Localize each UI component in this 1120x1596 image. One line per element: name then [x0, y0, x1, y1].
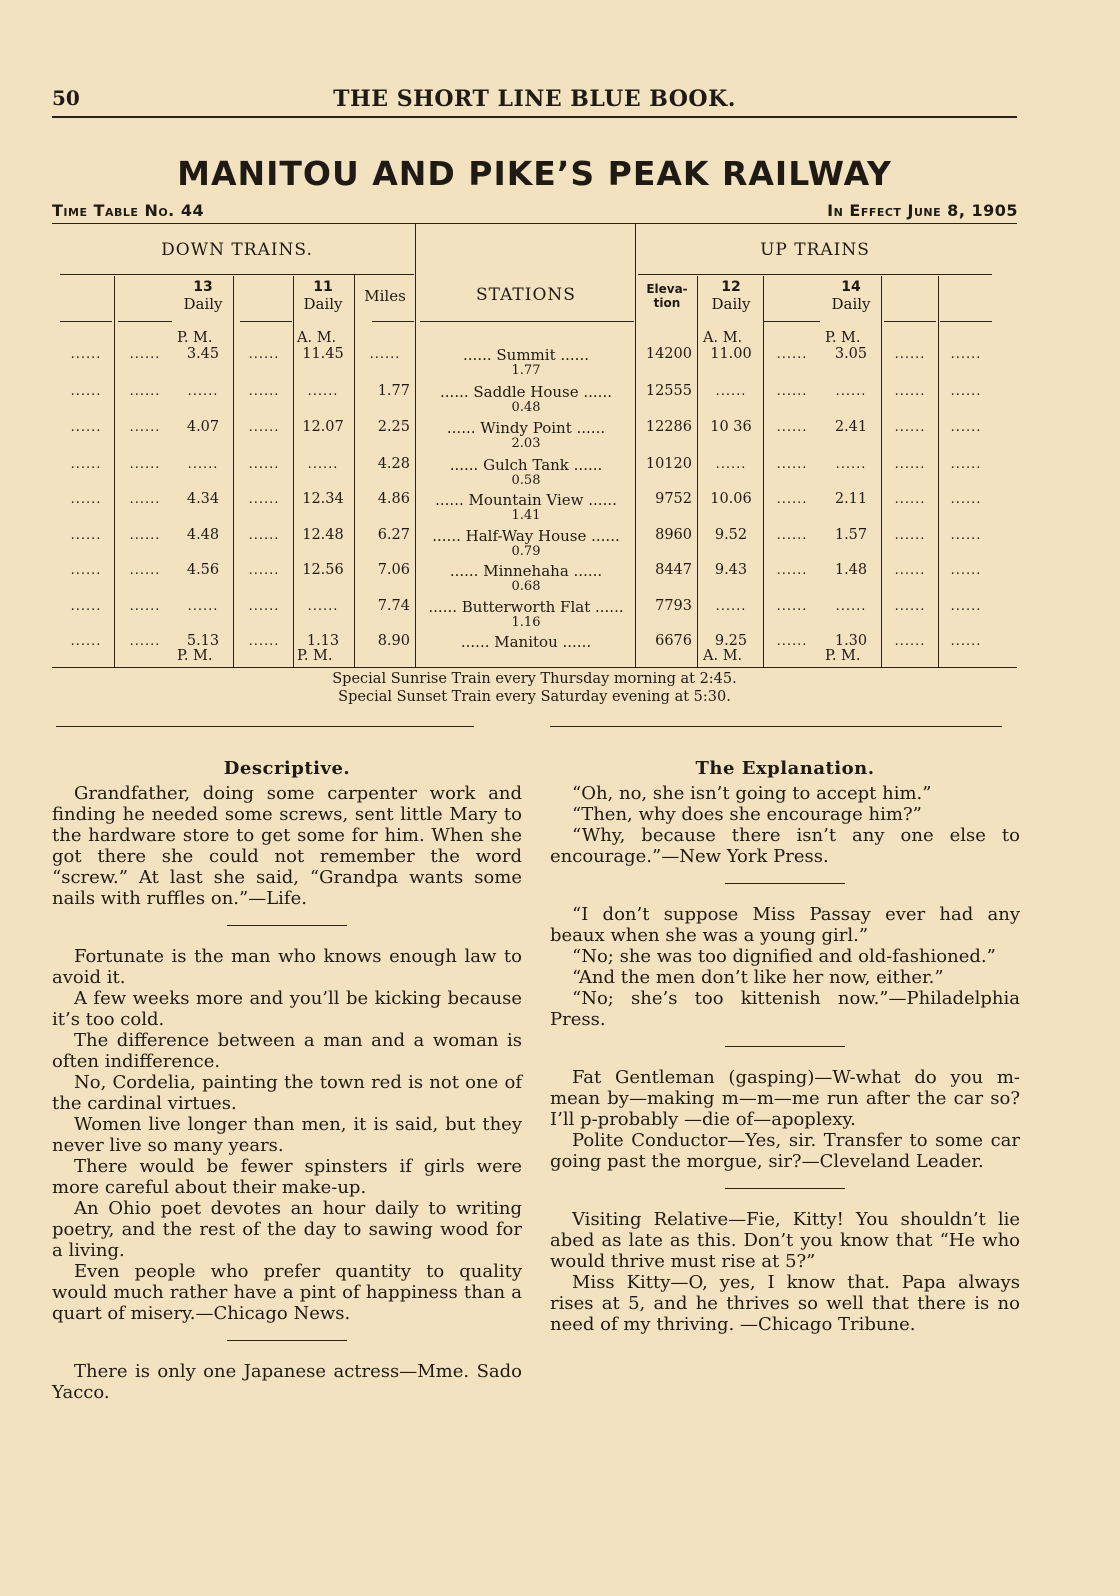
right-column-separator: [725, 1046, 845, 1047]
train-14-header-label: Daily: [831, 295, 871, 313]
left-column-paragraph: Women live longer than men, it is said, but they never live so many years.: [52, 1114, 522, 1156]
special-train-note: Special Sunrise Train every Thursday morning at 2:45.: [332, 671, 737, 687]
right-column-paragraph: “No; she’s too kittenish now.”—Philadelphia Press.: [550, 988, 1020, 1030]
section-distance: 1.77: [511, 363, 541, 378]
cell-elev: 9752: [655, 491, 692, 507]
station-name: ...... Saddle House ......: [440, 383, 612, 401]
leader-dots-d6: ......: [950, 347, 982, 362]
cell-t13: 4.48: [186, 527, 220, 543]
meridiem-top-train11: A. M.: [297, 330, 337, 346]
train-11-header-number: 11: [313, 279, 333, 295]
station-name: ...... Minnehaha ......: [449, 562, 603, 580]
leader-dots-t13: ......: [187, 599, 219, 614]
section-distance: 0.58: [511, 473, 541, 488]
meridiem-top-train13: P. M.: [177, 330, 213, 346]
left-column-paragraph: Grandfather, doing some carpenter work and finding he needed some screws, sent little Mary to the hardware store to get some for him. When she got there she could not remember the word “screw.” At last she said, “Grandpa wants some nails with ruffles on.”—Life.: [52, 783, 522, 909]
left-column: [52, 758, 522, 1403]
page-number: 50: [52, 86, 80, 110]
leader-dots-d5: ......: [894, 384, 926, 399]
left-column-paragraph: A few weeks more and you’ll be kicking because it’s too cold.: [52, 988, 522, 1030]
right-column-paragraph: Visiting Relative—Fie, Kitty! You shouldn’t lie abed as late as this. Don’t you know that “He who would thrive must rise at 5?”: [550, 1209, 1020, 1272]
leader-dots-d6: ......: [950, 563, 982, 578]
right-column-paragraph: Polite Conductor—Yes, sir. Transfer to some car going past the morgue, sir?—Cleveland Leader.: [550, 1130, 1020, 1172]
vline-col-0: [114, 276, 115, 667]
leader-dots-d3: ......: [248, 347, 280, 362]
leader-dots-d1: ......: [70, 528, 102, 543]
header-underline-d6: [940, 321, 992, 322]
leader-dots-miles: ......: [369, 347, 401, 362]
in-effect-date: In Effect June 8, 1905: [827, 201, 1018, 220]
leader-dots-d1: ......: [70, 347, 102, 362]
vline-stations-left: [415, 224, 416, 667]
cell-t14: 2.41: [834, 419, 868, 435]
left-column-paragraph: No, Cordelia, painting the town red is not one of the cardinal virtues.: [52, 1072, 522, 1114]
cell-t11: 12.56: [302, 562, 344, 578]
cell-t12: 10 36: [710, 419, 752, 435]
leader-dots-d2: ......: [129, 492, 161, 507]
station-name: ...... Windy Point ......: [446, 419, 606, 437]
cell-t11: 12.48: [302, 527, 344, 543]
time-table-number: Time Table No. 44: [52, 201, 205, 220]
header-underline-d2: [118, 321, 172, 322]
leader-dots-d6: ......: [950, 457, 982, 472]
right-column-paragraph: “Then, why does she encourage him?”: [572, 804, 922, 825]
leader-dots-d3: ......: [248, 634, 280, 649]
right-column-paragraph: “And the men don’t like her now, either.”: [572, 967, 944, 988]
cell-t11: 12.34: [302, 491, 344, 507]
right-column-paragraph: “Oh, no, she isn’t going to accept him.”: [572, 783, 932, 804]
right-column-paragraph: “Why, because there isn’t any one else to encourage.”—New York Press.: [550, 825, 1020, 867]
leader-dots-t12: ......: [715, 599, 747, 614]
leader-dots-d1: ......: [70, 563, 102, 578]
cell-t14: 1.48: [834, 562, 868, 578]
cell-elev: 14200: [645, 346, 692, 362]
leader-dots-t14: ......: [835, 457, 867, 472]
cell-t12: 9.52: [714, 527, 748, 543]
leader-dots-d6: ......: [950, 492, 982, 507]
special-train-note: Special Sunset Train every Saturday evening at 5:30.: [338, 689, 731, 705]
leader-dots-d1: ......: [70, 634, 102, 649]
leader-dots-d6: ......: [950, 384, 982, 399]
train-14-header: [822, 279, 880, 313]
train-13-header: [174, 279, 232, 313]
leader-dots-t12: ......: [715, 457, 747, 472]
up-trains-header: UP TRAINS: [760, 240, 870, 260]
cell-t14: 1.57: [834, 527, 868, 543]
train-14-header-number: 14: [841, 279, 861, 295]
table-bottom-rule: [52, 667, 1017, 668]
station-name: ...... Half-Way House ......: [432, 527, 620, 545]
leader-dots-d1: ......: [70, 457, 102, 472]
cell-elev: 8447: [655, 562, 692, 578]
cell-miles: 4.86: [377, 491, 410, 507]
leader-dots-d6: ......: [950, 634, 982, 649]
leader-dots-d2: ......: [129, 347, 161, 362]
train-13-header-label: Daily: [183, 295, 223, 313]
station-name: ...... Butterworth Flat ......: [428, 598, 624, 616]
leader-dots-d4: ......: [776, 599, 808, 614]
right-column-paragraph: Miss Kitty—O, yes, I know that. Papa always rises at 5, and he thrives so well that there is no need of my thriving. —Chicago Tribune.: [550, 1272, 1020, 1335]
leader-dots-d6: ......: [950, 528, 982, 543]
cell-t13: 4.34: [186, 491, 220, 507]
left-column-heading: Descriptive.: [223, 758, 351, 779]
leader-dots-d3: ......: [248, 457, 280, 472]
leader-dots-d2: ......: [129, 384, 161, 399]
railway-title: MANITOU AND PIKE’S PEAK RAILWAY: [177, 154, 892, 193]
cell-t12: 11.00: [710, 346, 752, 362]
cell-t12: 9.43: [714, 562, 748, 578]
leader-dots-d4: ......: [776, 347, 808, 362]
left-column-paragraph: There would be fewer spinsters if girls were more careful about their make-up.: [52, 1156, 522, 1198]
header-underline-d3: [240, 321, 292, 322]
table-top-rule: [52, 223, 1017, 224]
leader-dots-d1: ......: [70, 599, 102, 614]
leader-dots-d1: ......: [70, 420, 102, 435]
cell-t11: 1.13: [306, 633, 340, 649]
leader-dots-d2: ......: [129, 528, 161, 543]
cell-t11: 11.45: [302, 346, 344, 362]
left-column-separator: [227, 925, 347, 926]
divider-left: [56, 726, 474, 727]
station-name: ...... Mountain View ......: [435, 491, 617, 509]
leader-dots-d1: ......: [70, 384, 102, 399]
meridiem-bottom-train12: A. M.: [703, 648, 743, 664]
leader-dots-t12: ......: [715, 384, 747, 399]
leader-dots-d5: ......: [894, 563, 926, 578]
leader-dots-d5: ......: [894, 634, 926, 649]
header-underline-miles: [372, 321, 414, 322]
meridiem-top-train12: A. M.: [703, 330, 743, 346]
cell-miles: 2.25: [377, 419, 410, 435]
cell-t14: 1.30: [834, 633, 868, 649]
cell-elev: 12555: [645, 383, 692, 399]
vline-stations-right: [635, 224, 636, 667]
leader-dots-d4: ......: [776, 563, 808, 578]
cell-elev: 6676: [655, 633, 692, 649]
right-column-paragraph: “No; she was too dignified and old-fashioned.”: [572, 946, 996, 967]
section-distance: 0.48: [511, 400, 541, 415]
meridiem-bottom-train11: P. M.: [297, 648, 333, 664]
leader-dots-d4: ......: [776, 384, 808, 399]
leader-dots-t11: ......: [307, 384, 339, 399]
leader-dots-d3: ......: [248, 528, 280, 543]
leader-dots-d6: ......: [950, 599, 982, 614]
cell-miles: 1.77: [377, 383, 410, 399]
cell-elev: 7793: [655, 598, 692, 614]
left-column-paragraph: Fortunate is the man who knows enough law to avoid it.: [52, 946, 522, 988]
leader-dots-d6: ......: [950, 420, 982, 435]
leader-dots-t11: ......: [307, 599, 339, 614]
header-underline-d5: [884, 321, 936, 322]
cell-elev: 10120: [645, 456, 692, 472]
section-distance: 2.03: [511, 436, 541, 451]
leader-dots-d5: ......: [894, 528, 926, 543]
leader-dots-d3: ......: [248, 599, 280, 614]
running-head: [52, 86, 1017, 118]
leader-dots-t14: ......: [835, 599, 867, 614]
train-12-header: [700, 279, 762, 313]
leader-dots-d2: ......: [129, 563, 161, 578]
leader-dots-d2: ......: [129, 457, 161, 472]
right-column-paragraph: Fat Gentleman (gasping)—W-what do you m-mean by—making m—m—me run after the car so? I’ll p-probably —die of—apoplexy.: [550, 1067, 1020, 1130]
cell-t13: 4.07: [186, 419, 220, 435]
train-11-header-label: Daily: [303, 295, 343, 313]
leader-dots-d5: ......: [894, 420, 926, 435]
left-column-separator: [227, 1340, 347, 1341]
cell-miles: 7.06: [377, 562, 410, 578]
header-underline-d1: [60, 321, 112, 322]
header-underline-d4: [764, 321, 820, 322]
vline-col-3: [697, 276, 698, 667]
leader-dots-t13: ......: [187, 384, 219, 399]
leader-dots-d4: ......: [776, 492, 808, 507]
left-column-paragraph: Even people who prefer quantity to quality would much rather have a pint of happiness than a quart of misery.—Chicago News.: [52, 1261, 522, 1324]
leader-dots-d5: ......: [894, 492, 926, 507]
leader-dots-d3: ......: [248, 563, 280, 578]
header-underline-st: [420, 321, 634, 322]
leader-dots-d4: ......: [776, 634, 808, 649]
station-name: ...... Summit ......: [463, 346, 589, 364]
leader-dots-d2: ......: [129, 599, 161, 614]
left-column-paragraph: There is only one Japanese actress—Mme. Sado Yacco.: [52, 1361, 522, 1403]
train-13-header-number: 13: [193, 279, 213, 295]
section-distance: 1.41: [511, 508, 541, 523]
leader-dots-d3: ......: [248, 384, 280, 399]
section-distance: 1.16: [511, 615, 541, 630]
station-name: ...... Manitou ......: [460, 633, 592, 651]
leader-dots-d5: ......: [894, 347, 926, 362]
cell-t14: 3.05: [834, 346, 868, 362]
right-column-separator: [725, 883, 845, 884]
train-12-header-label: Daily: [711, 295, 751, 313]
leader-dots-t14: ......: [835, 384, 867, 399]
right-column-paragraph: “I don’t suppose Miss Passay ever had any beaux when she was a young girl.”: [550, 904, 1020, 946]
cell-t13: 3.45: [186, 346, 220, 362]
cell-t12: 9.25: [714, 633, 748, 649]
leader-dots-d5: ......: [894, 599, 926, 614]
up-trains-rule: [638, 274, 992, 275]
leader-dots-d3: ......: [248, 420, 280, 435]
meridiem-top-train14: P. M.: [825, 330, 861, 346]
down-trains-rule: [60, 274, 414, 275]
book-title: THE SHORT LINE BLUE BOOK.: [333, 86, 736, 112]
train-11-header: [294, 279, 352, 313]
left-column-paragraph: The difference between a man and a woman is often indifference.: [52, 1030, 522, 1072]
right-column-heading: The Explanation.: [695, 758, 875, 779]
right-column: [550, 758, 1020, 1335]
cell-t13: 4.56: [186, 562, 220, 578]
cell-t11: 12.07: [302, 419, 344, 435]
elevation-header: [638, 282, 696, 310]
down-trains-header: DOWN TRAINS.: [161, 240, 313, 260]
stations-header: STATIONS: [476, 285, 576, 305]
meridiem-bottom-train14: P. M.: [825, 648, 861, 664]
leader-dots-d2: ......: [129, 634, 161, 649]
section-distance: 0.79: [511, 544, 541, 559]
leader-dots-t11: ......: [307, 457, 339, 472]
leader-dots-d4: ......: [776, 528, 808, 543]
cell-elev: 8960: [655, 527, 692, 543]
vline-col-6: [938, 276, 939, 667]
right-column-separator: [725, 1188, 845, 1189]
cell-miles: 6.27: [377, 527, 410, 543]
leader-dots-d4: ......: [776, 420, 808, 435]
cell-elev: 12286: [645, 419, 692, 435]
cell-t13: 5.13: [186, 633, 220, 649]
cell-miles: 8.90: [377, 633, 410, 649]
leader-dots-d5: ......: [894, 457, 926, 472]
section-distance: 0.68: [511, 579, 541, 594]
cell-t14: 2.11: [834, 491, 868, 507]
cell-miles: 4.28: [377, 456, 410, 472]
elevation-header-line: tion: [653, 296, 681, 310]
cell-t12: 10.06: [710, 491, 752, 507]
miles-header: Miles: [364, 287, 406, 305]
station-name: ...... Gulch Tank ......: [449, 456, 603, 474]
meridiem-bottom-train13: P. M.: [177, 648, 213, 664]
leader-dots-d2: ......: [129, 420, 161, 435]
divider-right: [550, 726, 1002, 727]
leader-dots-d3: ......: [248, 492, 280, 507]
train-12-header-number: 12: [721, 279, 741, 295]
leader-dots-d4: ......: [776, 457, 808, 472]
leader-dots-t13: ......: [187, 457, 219, 472]
elevation-header-line: Eleva-: [646, 282, 688, 296]
cell-miles: 7.74: [377, 598, 410, 614]
left-column-paragraph: An Ohio poet devotes an hour daily to writing poetry, and the rest of the day to sawing wood for a living.: [52, 1198, 522, 1261]
leader-dots-d1: ......: [70, 492, 102, 507]
